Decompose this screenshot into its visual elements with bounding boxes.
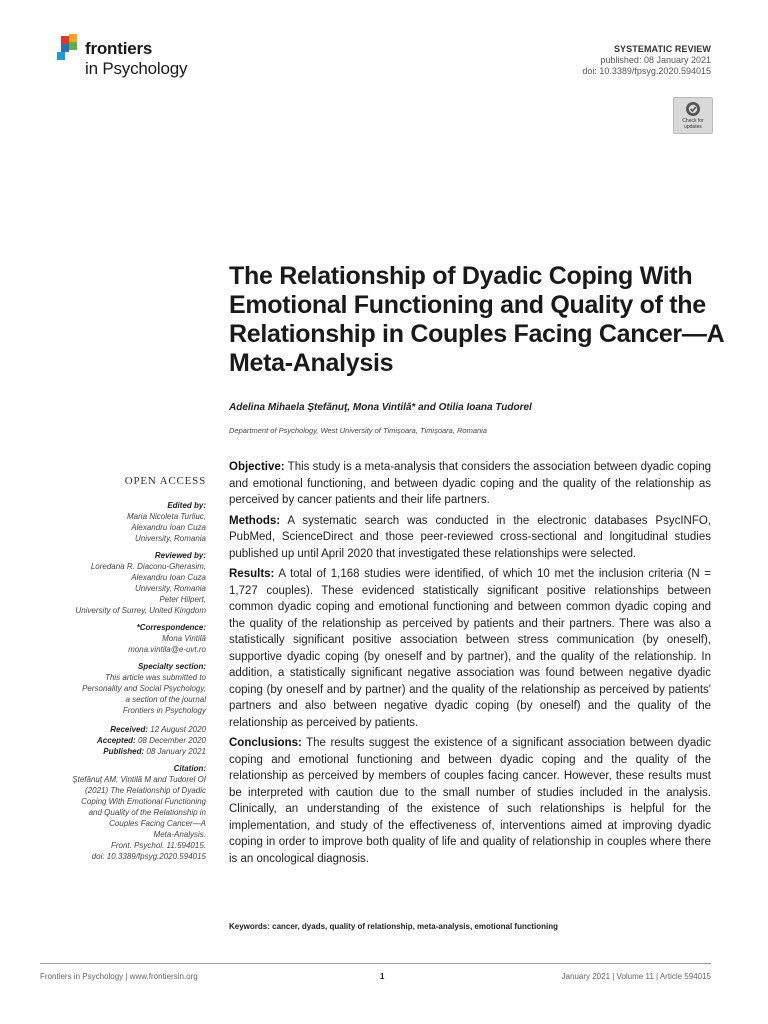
specialty-line: Personality and Social Psychology, (82, 684, 206, 693)
reviewer-line: Peter Hilpert, (159, 595, 206, 604)
article-type: SYSTEMATIC REVIEW (613, 44, 711, 54)
check-for-updates-badge[interactable] (673, 97, 713, 134)
check-updates-text: Check for updates (682, 118, 704, 130)
editor-line: Maria Nicoleta Turliuc, (127, 512, 206, 521)
footer-journal-link[interactable]: Frontiers in Psychology | www.frontiersin.org (40, 972, 198, 981)
citation-line: Front. Psychol. 11:594015. (110, 841, 206, 850)
footer-divider (40, 963, 711, 964)
received-date: Received: 12 August 2020 (110, 725, 206, 734)
journal-logo[interactable] (57, 34, 217, 82)
correspondence-email[interactable]: mona.vintila@e-uvt.ro (128, 645, 206, 654)
citation-line: (2021) The Relationship of Dyadic (85, 786, 206, 795)
date-block (40, 724, 206, 757)
edited-by-label: Edited by: (167, 501, 206, 510)
affiliation: Department of Psychology, West University of Timişoara, Timişoara, Romania (229, 426, 488, 435)
reviewer-line: Loredana R. Diaconu-Gherasim, (90, 562, 206, 571)
abstract-objective: Objective: This study is a meta-analysis that considers the association between dyadic coping and emotional functioning, and between dyadic coping and the quality of the relationship as perceived by cancer patients and their life partners. (229, 461, 711, 506)
logo-word-journal: in Psychology (85, 59, 188, 78)
editor-line: Alexandru Ioan Cuza (131, 523, 206, 532)
specialty-line: a section of the journal (125, 695, 206, 704)
keywords: Keywords: cancer, dyads, quality of relationship, meta-analysis, emotional functioning (229, 922, 558, 931)
publish-date: published: 08 January 2021 (600, 55, 711, 65)
reviewed-by-label: Reviewed by: (154, 551, 206, 560)
published-date: Published: 08 January 2021 (103, 747, 206, 756)
accepted-date: Accepted: 08 December 2020 (97, 736, 206, 745)
specialty-line: Frontiers in Psychology (122, 706, 206, 715)
citation-line: Ştefănuţ AM, Vintilă M and Tudorel OI (72, 775, 206, 784)
logo-word-frontiers: frontiers (85, 39, 153, 58)
specialty-line: This article was submitted to (105, 673, 206, 682)
specialty-label: Specialty section: (137, 662, 206, 671)
editor-line: University, Romania (135, 534, 206, 543)
page-number: 1 (380, 972, 385, 981)
correspondence-name: Mona Vintilă (162, 634, 206, 643)
correspondence-label: *Correspondence: (136, 623, 206, 632)
abstract-conclusions: Conclusions: The results suggest the existence of a significant association between dyadic coping and emotional functioning and between dyadic coping and the quality of the relationship as perceived by members of couples facing cancer. However, these results must be interpreted with caution due to the small number of studies included in the analysis. Clinically, an understanding of the existence of such relationships is helpful for the implementation, and study of the effectiveness of, interventions aimed at improving dyadic coping in order to improve both quality of life and quality of relationship in couples where there is an oncological diagnosis. (229, 737, 711, 865)
abstract-methods: Methods: A systematic search was conducted in the electronic databases PsycINFO, PubMed, ScienceDirect and those peer-reviewed cross-sectional and longitudinal studies published up until April 2020 that investigated these relationships were selected. (229, 514, 711, 560)
citation-line: Couples Facing Cancer—A (109, 819, 206, 828)
reviewer-line: University of Surrey, United Kingdom (75, 606, 206, 615)
citation-line: and Quality of the Relationship in (88, 808, 206, 817)
open-access-label: OPEN ACCESS (124, 475, 206, 487)
abstract (229, 459, 711, 871)
reviewer-line: Alexandru Ioan Cuza (131, 573, 206, 582)
citation-line: Coping With Emotional Functioning (81, 797, 206, 806)
citation-label: Citation: (173, 764, 206, 773)
abstract-results: Results: A total of 1,168 studies were identified, of which 10 met the inclusion criteria (N = 1,727 couples). These evidenced statistically significant positive relationships between common dyadic coping and emotional functioning and between common dyadic coping and the quality of the relationship as perceived by patients and their partners. There was also a statistically significant positive association between stress communication (by oneself), supportive dyadic coping (by oneself and by partner), and the quality of the relationship. In addition, a statistically significant negative association was found between negative dyadic coping (by oneself and by partner) and the quality of the relationship as perceived by patients' partners and also between negative dyadic coping (by oneself) and the quality of the relationship as perceived by patients. (229, 568, 711, 729)
article-meta (582, 44, 711, 77)
reviewer-line: University, Romania (135, 584, 206, 593)
article-title: The Relationship of Dyadic Coping With Emotional Functioning and Quality of the Relationship in Couples Facing Cancer—A Meta-Analysis (229, 262, 724, 377)
footer-issue-info: January 2021 | Volume 11 | Article 594015 (561, 972, 711, 981)
frontiers-logo-icon (57, 34, 83, 62)
doi[interactable]: doi: 10.3389/fpsyg.2020.594015 (582, 66, 711, 76)
citation-doi[interactable]: doi: 10.3389/fpsyg.2020.594015 (91, 852, 206, 861)
article-sidebar (40, 476, 206, 862)
citation-line: Meta-Analysis. (153, 830, 206, 839)
author-list[interactable]: Adelina Mihaela Ştefănuţ, Mona Vintilă* and Otilia Ioana Tudorel (229, 402, 532, 413)
check-updates-icon (685, 101, 701, 117)
